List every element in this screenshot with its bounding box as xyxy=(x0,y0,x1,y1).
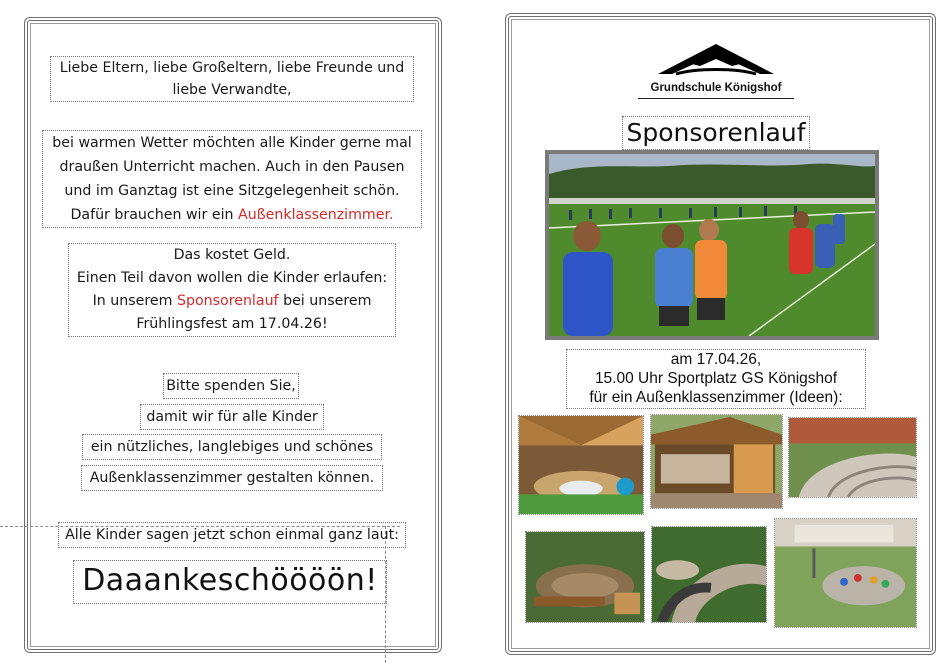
logo-underline xyxy=(638,98,794,99)
school-logo xyxy=(636,40,796,102)
school-roof-icon xyxy=(636,40,796,80)
cost-line-3 xyxy=(69,290,395,313)
cost-line-2: Einen Teil davon wollen die Kinder erlaufen: xyxy=(76,270,388,286)
greeting-text xyxy=(50,56,414,102)
running-children-image xyxy=(549,154,875,336)
main-photo-running-children xyxy=(545,150,879,340)
intro-line-2: draußen Unterricht machen. Auch in den Pausen xyxy=(59,159,405,175)
garden-circle-image xyxy=(526,532,644,622)
appeal-line-4: Außenklassenzimmer gestalten können. xyxy=(81,465,383,491)
shelter-image xyxy=(651,415,782,508)
idea-photo-garden-seating-circle xyxy=(525,531,645,623)
appeal-line-1: Bitte spenden Sie, xyxy=(163,373,299,399)
greeting-line-2: liebe Verwandte, xyxy=(172,82,292,98)
idea-photo-wooden-pavilion xyxy=(518,415,644,515)
greeting-line-1: Liebe Eltern, liebe Großeltern, liebe Freunde und xyxy=(59,60,405,76)
highlight-aussenklassenzimmer: Außenklassenzimmer. xyxy=(238,207,394,223)
intro-paragraph xyxy=(42,130,422,228)
idea-photo-stone-amphitheater xyxy=(788,417,917,498)
idea-photo-covered-shelter xyxy=(650,414,783,509)
cost-line-3-post: bei unserem xyxy=(278,293,372,309)
idea-photo-schoolyard-stone-circle xyxy=(774,518,917,628)
highlight-sponsorenlauf: Sponsorenlauf xyxy=(176,293,279,309)
intro-line-4 xyxy=(43,203,421,227)
pavilion-image xyxy=(519,416,643,514)
school-name: Grundschule Königshof xyxy=(650,82,782,94)
cost-paragraph xyxy=(68,243,396,337)
bench-arena-image xyxy=(652,527,766,622)
event-time-place: 15.00 Uhr Sportplatz GS Königshof xyxy=(594,370,838,387)
idea-photo-wooden-bench-arena xyxy=(651,526,767,623)
event-info xyxy=(566,349,866,409)
page-title: Sponsorenlauf xyxy=(622,116,810,150)
closing-text: Alle Kinder sagen jetzt schon einmal ganz laut: xyxy=(58,522,406,548)
event-date: am 17.04.26, xyxy=(670,351,762,368)
schoolyard-image xyxy=(775,519,916,627)
cost-line-3-pre: In unserem xyxy=(92,293,177,309)
event-purpose: für ein Außenklassenzimmer (Ideen): xyxy=(589,389,843,406)
cost-line-4: Frühlingsfest am 17.04.26! xyxy=(136,316,328,332)
thanks-text: Daaankeschöööön! xyxy=(73,560,387,604)
appeal-line-3: ein nützliches, langlebiges und schönes xyxy=(82,434,382,460)
appeal-line-2: damit wir für alle Kinder xyxy=(140,404,324,430)
intro-line-4-text: Dafür brauchen wir ein xyxy=(70,207,239,223)
intro-line-3: und im Ganztag ist eine Sitzgelegenheit schön. xyxy=(64,183,400,199)
intro-line-1: bei warmen Wetter möchten alle Kinder gerne mal xyxy=(52,135,412,151)
amphitheater-image xyxy=(789,418,916,497)
cost-line-1: Das kostet Geld. xyxy=(173,247,291,263)
